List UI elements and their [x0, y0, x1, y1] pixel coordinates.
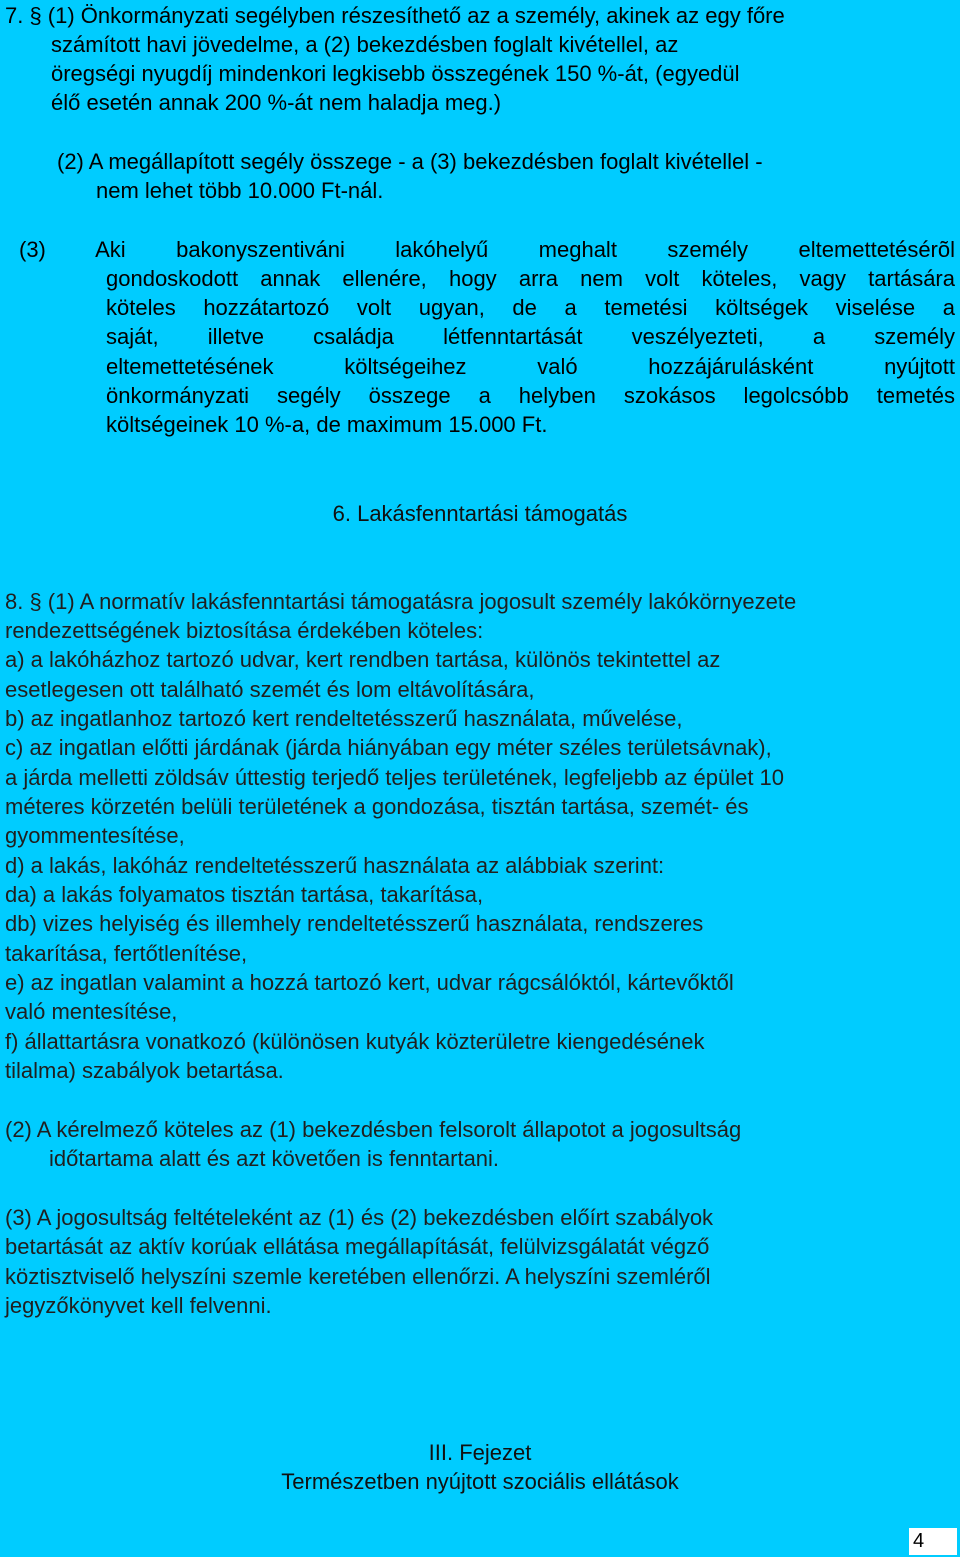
- section-8-p1-line-5: b) az ingatlanhoz tartozó kert rendeltetésszerű használata, művelése,: [5, 706, 683, 731]
- section-7-p3-line-2: gondoskodott annak ellenére, hogy arra nem volt köteles, vagy tartására: [106, 266, 955, 291]
- section-7-p1-line-3: öregségi nyugdíj mindenkori legkisebb összegének 150 %-át, (egyedül: [51, 61, 740, 86]
- section-7-p3-line-1: (3) Aki bakonyszentiváni lakóhelyű meghalt személy eltemettetésérõl: [19, 237, 955, 262]
- section-7-p3-line-4: saját, illetve családja létfenntartását veszélyezteti, a személy: [106, 324, 955, 349]
- section-8-p1-line-3: a) a lakóházhoz tartozó udvar, kert rendben tartása, különös tekintettel az: [5, 647, 721, 672]
- section-7-p3-line-3: köteles hozzátartozó volt ugyan, de a temetési költségek viselése a: [106, 295, 955, 320]
- section-8-p1-line-14: e) az ingatlan valamint a hozzá tartozó kert, udvar rágcsálóktól, kártevőktől: [5, 970, 734, 995]
- section-7-p1-line-4: élő esetén annak 200 %-át nem haladja meg.): [51, 90, 502, 115]
- section-8-p1-line-2: rendezettségének biztosítása érdekében köteles:: [5, 618, 484, 643]
- chapter-number: III. Fejezet: [428, 1440, 532, 1465]
- section-7-p1-line-2: számított havi jövedelme, a (2) bekezdésben foglalt kivétellel, az: [51, 32, 679, 57]
- section-8-p1-line-16: f) állattartásra vonatkozó (különösen kutyák közterületre kiengedésének: [5, 1029, 705, 1054]
- section-8-p3-line-4: jegyzőkönyvet kell felvenni.: [5, 1293, 272, 1318]
- section-8-p2-line-2: időtartama alatt és azt követően is fenntartani.: [49, 1146, 500, 1171]
- section-8-p2-line-1: (2) A kérelmező köteles az (1) bekezdésben felsorolt állapotot a jogosultság: [5, 1117, 742, 1142]
- section-8-p3-line-1: (3) A jogosultság feltételeként az (1) és (2) bekezdésben előírt szabályok: [5, 1205, 714, 1230]
- section-6-heading: 6. Lakásfenntartási támogatás: [332, 501, 628, 526]
- section-7-p3-line-6: önkormányzati segély összege a helyben szokásos legolcsóbb temetés: [106, 383, 955, 408]
- section-8-p1-line-6: c) az ingatlan előtti járdának (járda hiányában egy méter széles területsávnak),: [5, 735, 772, 760]
- section-7-p3-line-7: költségeinek 10 %-a, de maximum 15.000 Ft.: [106, 412, 548, 437]
- section-8-p3-line-3: köztisztviselő helyszíni szemle keretében ellenőrzi. A helyszíni szemléről: [5, 1264, 711, 1289]
- section-8-p1-line-8: méteres körzetén belüli területének a gondozása, tisztán tartása, szemét- és: [5, 794, 749, 819]
- section-8-p1-line-7: a járda melletti zöldsáv úttestig terjedő teljes területének, legfeljebb az épület 10: [5, 765, 785, 790]
- section-7-p2-line-2: nem lehet több 10.000 Ft-nál.: [96, 178, 384, 203]
- page-number: 4: [909, 1528, 957, 1555]
- section-8-p1-line-12: db) vizes helyiség és illemhely rendeltetésszerű használata, rendszeres: [5, 911, 704, 936]
- section-7-p1-line-1: 7. § (1) Önkormányzati segélyben részesíthető az a személy, akinek az egy főre: [5, 3, 785, 28]
- section-8-p1-line-10: d) a lakás, lakóház rendeltetésszerű használata az alábbiak szerint:: [5, 853, 665, 878]
- section-8-p1-line-15: való mentesítése,: [5, 999, 178, 1024]
- section-8-p1-line-11: da) a lakás folyamatos tisztán tartása, takarítása,: [5, 882, 484, 907]
- section-7-p2-line-1: (2) A megállapított segély összege - a (3) bekezdésben foglalt kivétellel -: [57, 149, 763, 174]
- section-7-p3-line-5: eltemettetésének költségeihez való hozzájárulásként nyújtott: [106, 354, 955, 379]
- section-8-p1-line-4: esetlegesen ott található szemét és lom eltávolítására,: [5, 677, 535, 702]
- section-8-p1-line-1: 8. § (1) A normatív lakásfenntartási támogatásra jogosult személy lakókörnyezete: [5, 589, 797, 614]
- section-8-p1-line-9: gyommentesítése,: [5, 823, 185, 848]
- chapter-title: Természetben nyújtott szociális ellátások: [281, 1469, 679, 1494]
- section-8-p3-line-2: betartását az aktív korúak ellátása megállapítását, felülvizsgálatát végző: [5, 1234, 710, 1259]
- section-8-p1-line-13: takarítása, fertőtlenítése,: [5, 941, 248, 966]
- section-8-p1-line-17: tilalma) szabályok betartása.: [5, 1058, 284, 1083]
